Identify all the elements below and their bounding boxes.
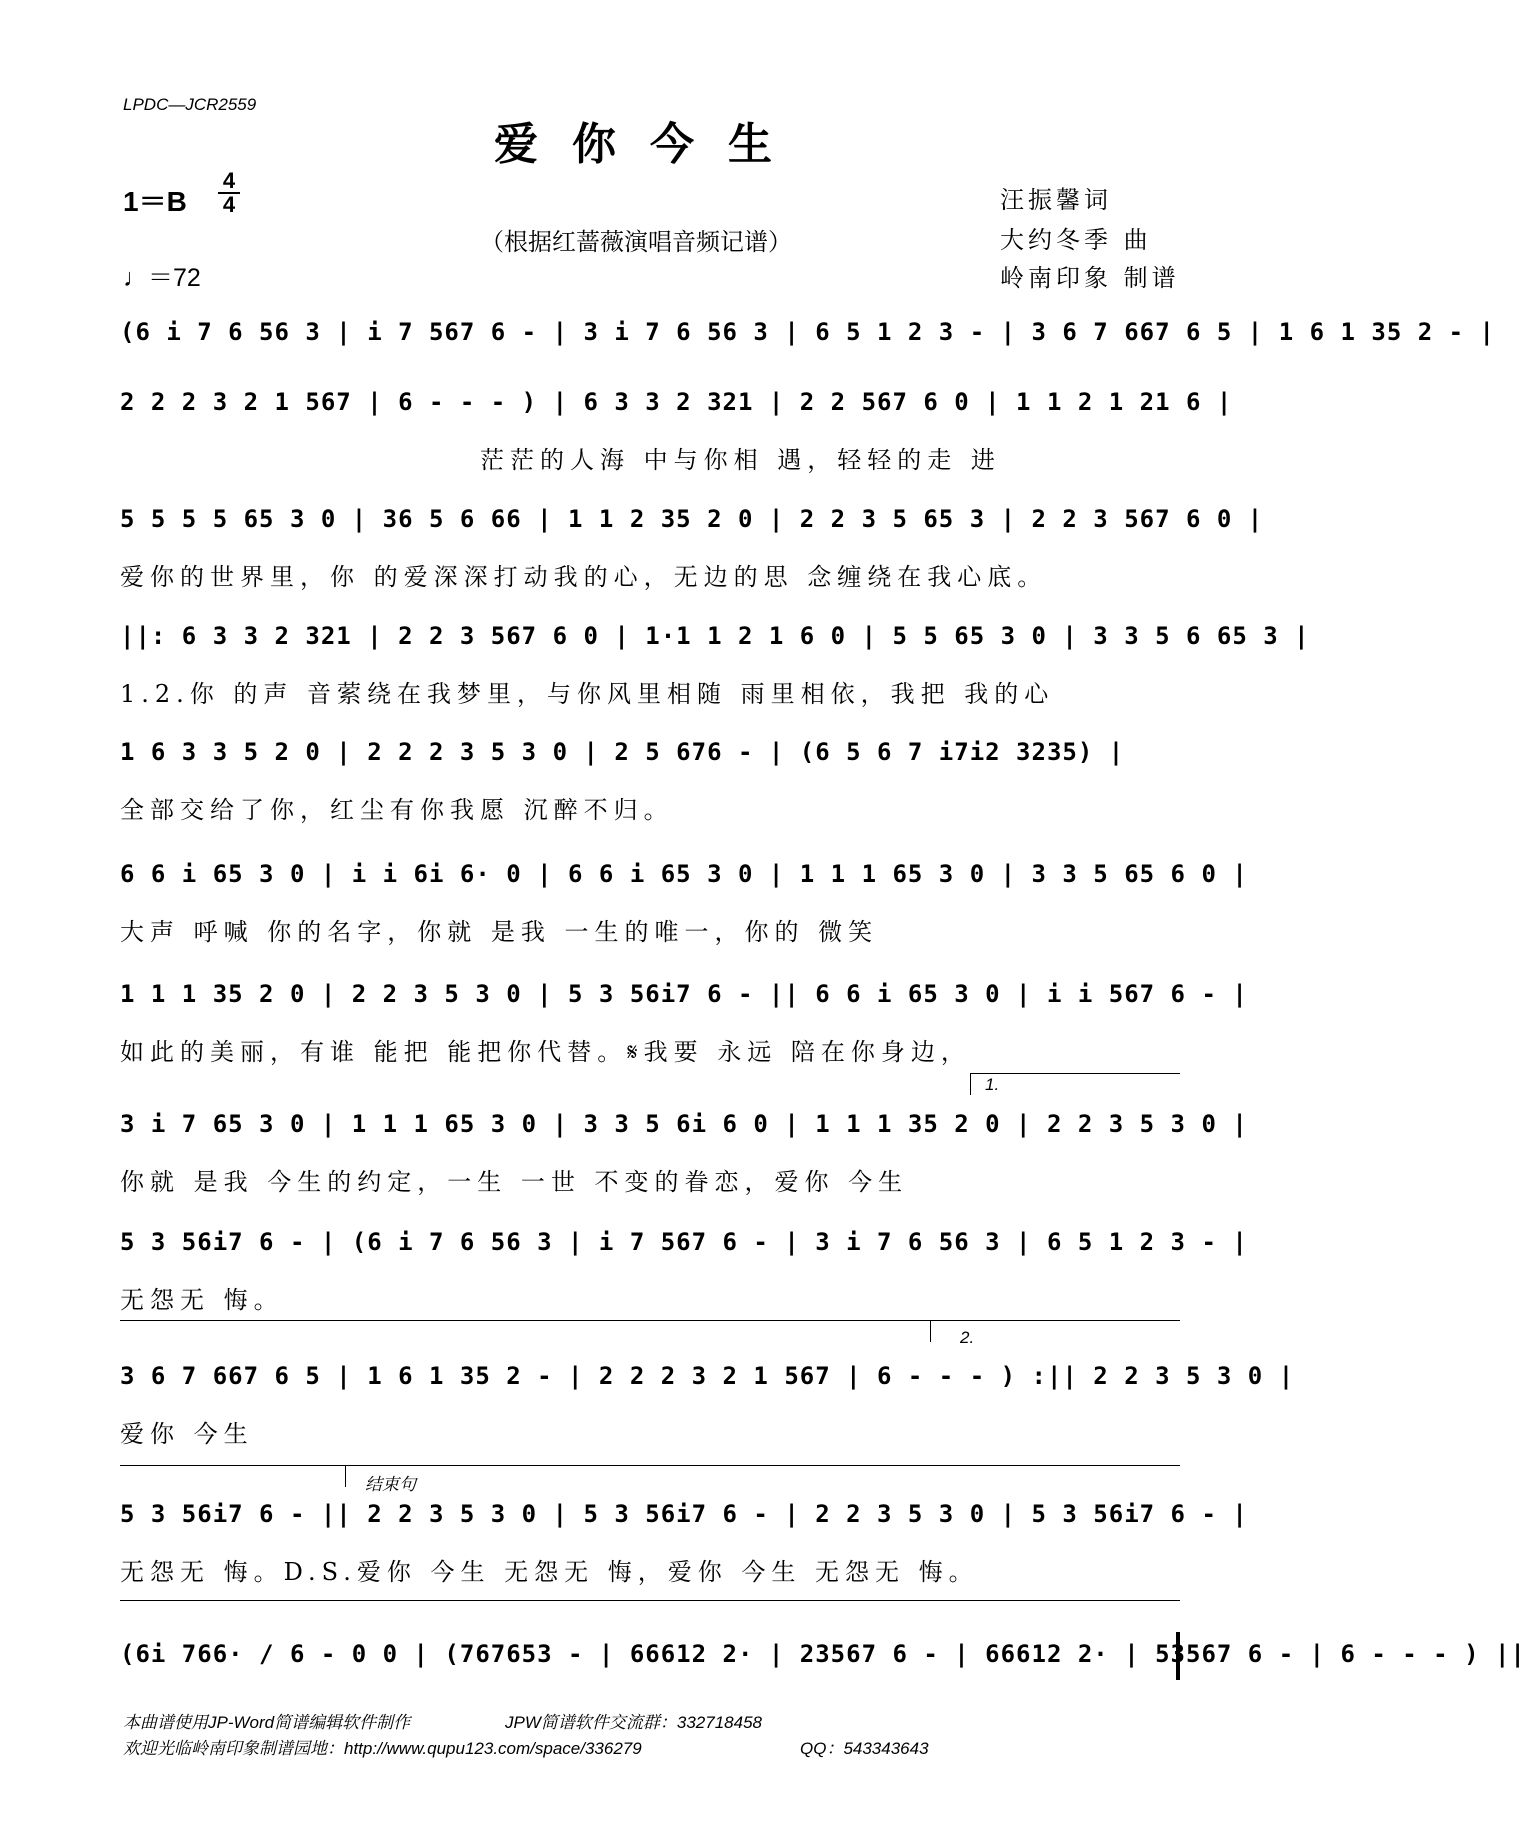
notation-row-10: 3 6 7 667 6 5 | 1 6 1 35 2 - | 2 2 2 3 2 1 567 | 6 - - - ) :|| 2 2 3 5 3 0 |: [120, 1362, 1295, 1390]
ending-2-continuation: [120, 1465, 1180, 1466]
ending-1-bracket-side: [970, 1073, 971, 1095]
source-note: （根据红蔷薇演唱音频记谱）: [480, 228, 792, 256]
footer-qq: QQ：543343643: [800, 1739, 929, 1758]
notation-row-9: 5 3 56i7 6 - | (6 i 7 6 56 3 | i 7 567 6 - | 3 i 7 6 56 3 | 6 5 1 2 3 - |: [120, 1228, 1248, 1256]
lyrics-row-7: 如此的美丽，有谁 能把 能把你代替。𝄋我要 永远 陪在你身边，: [120, 1038, 971, 1066]
notation-row-8: 3 i 7 65 3 0 | 1 1 1 65 3 0 | 3 3 5 6i 6 0 | 1 1 1 35 2 0 | 2 2 3 5 3 0 |: [120, 1110, 1248, 1138]
footer-group: JPW简谱软件交流群：332718458: [505, 1713, 762, 1732]
notation-row-6: 6 6 i 65 3 0 | i i 6i 6· 0 | 6 6 i 65 3 0 | 1 1 1 65 3 0 | 3 3 5 65 6 0 |: [120, 860, 1248, 888]
page-title: 爱你今生: [494, 119, 806, 170]
lyrics-row-3: 爱你的世界里，你 的爱深深打动我的心，无边的思 念缠绕在我心底。: [120, 563, 1048, 591]
notation-row-1: (6 i 7 6 56 3 | i 7 567 6 - | 3 i 7 6 56 3 | 6 5 1 2 3 - | 3 6 7 667 6 5 | 1 6 1 35 2 - |: [120, 318, 1495, 346]
time-signature-bottom: 4: [222, 192, 236, 217]
lyrics-row-6: 大声 呼喊 你的名字，你就 是我 一生的唯一，你的 微笑: [120, 918, 879, 946]
notation-row-7: 1 1 1 35 2 0 | 2 2 3 5 3 0 | 5 3 56i7 6 - || 6 6 i 65 3 0 | i i 567 6 - |: [120, 980, 1248, 1008]
time-signature: [218, 170, 240, 216]
credit-lyrics: 汪振馨词: [1000, 186, 1112, 214]
lyrics-row-5: 全部交给了你，红尘有你我愿 沉醉不归。: [120, 796, 674, 824]
notation-row-3: 5 5 5 5 65 3 0 | 36 5 6 66 | 1 1 2 35 2 0 | 2 2 3 5 65 3 | 2 2 3 567 6 0 |: [120, 505, 1264, 533]
ending-2-bracket-side: [930, 1320, 931, 1342]
credit-music: 大约冬季 曲: [1000, 226, 1152, 254]
lyrics-row-10: 爱你 今生: [120, 1420, 254, 1448]
notation-row-4: ||: 6 3 3 2 321 | 2 2 3 567 6 0 | 1·1 1 2 1 6 0 | 5 5 65 3 0 | 3 3 5 6 65 3 |: [120, 622, 1310, 650]
ending-1-label: 1.: [985, 1075, 1000, 1094]
lyrics-row-9: 无怨无 悔。: [120, 1286, 284, 1314]
score-code: LPDC—JCR2559: [123, 95, 257, 114]
notation-row-2: 2 2 2 3 2 1 567 | 6 - - - ) | 6 3 3 2 321 | 2 2 567 6 0 | 1 1 2 1 21 6 |: [120, 388, 1233, 416]
lyrics-row-4: 1.2.你 的声 音萦绕在我梦里，与你风里相随 雨里相依，我把 我的心: [120, 680, 1055, 708]
coda-label: 结束句: [365, 1475, 416, 1494]
notation-row-5: 1 6 3 3 5 2 0 | 2 2 2 3 5 3 0 | 2 5 676 - | (6 5 6 7 i7i2 3235) |: [120, 738, 1125, 766]
coda-bracket-side: [345, 1465, 346, 1487]
footer-software: 本曲谱使用JP-Word简谱编辑软件制作: [123, 1713, 411, 1732]
final-bracket: [120, 1600, 1180, 1601]
credit-score: 岭南印象 制谱: [1000, 264, 1180, 292]
final-barline: [1176, 1632, 1180, 1680]
notation-row-12: (6i 766· / 6 - 0 0 | (767653 - | 66612 2· | 23567 6 - | 66612 2· | 53567 6 - | 6 - - - ) ||: [120, 1640, 1526, 1668]
time-signature-top: 4: [218, 170, 240, 194]
footer-website: 欢迎光临岭南印象制谱园地：http://www.qupu123.com/space/336279: [123, 1739, 642, 1758]
key-signature: 1＝B: [123, 186, 187, 217]
notation-row-11: 5 3 56i7 6 - || 2 2 3 5 3 0 | 5 3 56i7 6 - | 2 2 3 5 3 0 | 5 3 56i7 6 - |: [120, 1500, 1248, 1528]
tempo-mark: ♩＝72: [123, 264, 201, 292]
lyrics-row-2: 茫茫的人海 中与你相 遇，轻轻的走 进: [480, 446, 1001, 474]
ending-2-label: 2.: [960, 1328, 975, 1347]
ending-1-continuation: [120, 1320, 1180, 1321]
lyrics-row-11: 无怨无 悔。D.S.爱你 今生 无怨无 悔，爱你 今生 无怨无 悔。: [120, 1558, 979, 1586]
lyrics-row-8: 你就 是我 今生的约定，一生 一世 不变的眷恋，爱你 今生: [120, 1168, 909, 1196]
ending-1-bracket: [970, 1073, 1180, 1074]
